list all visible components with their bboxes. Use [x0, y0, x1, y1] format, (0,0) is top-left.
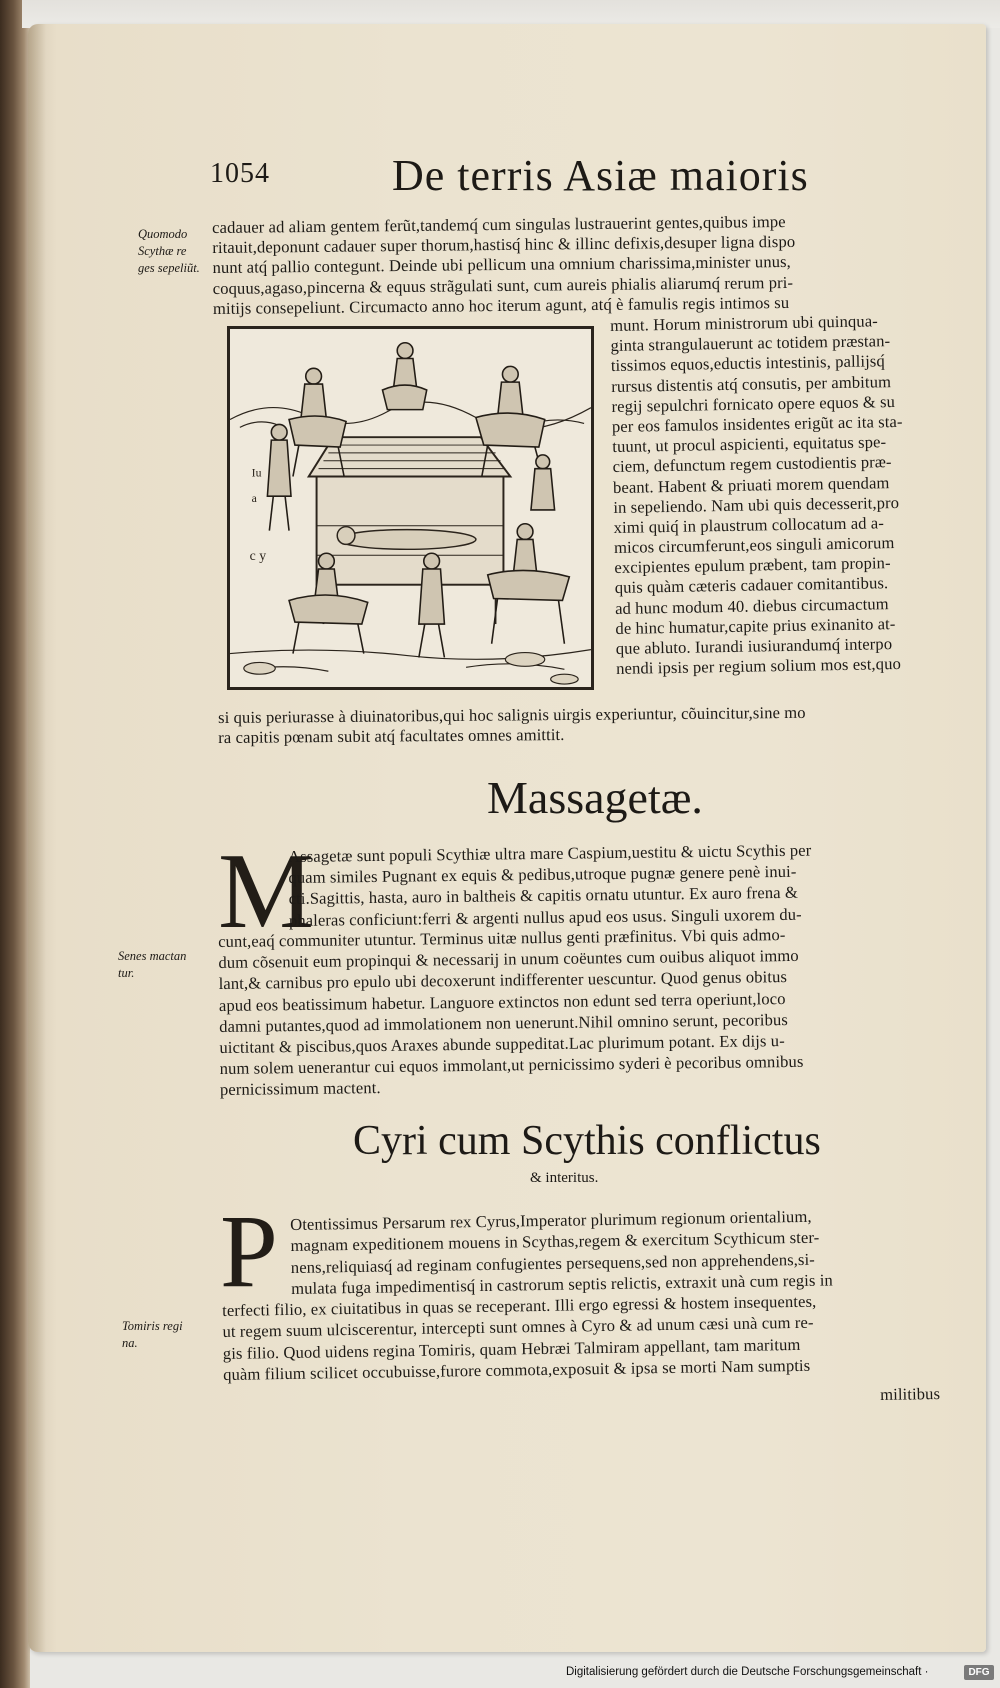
text-line: cti.Sagittis, hasta, auro in baltheis & capitis ornatu utuntur. Ex auro frena &	[288, 883, 799, 909]
text-beside-image	[610, 311, 907, 679]
text-line: Otentissimus Persarum rex Cyrus,Imperator plurimum regionum orientalium,	[290, 1206, 812, 1234]
text-line: nens,reliquiasq́ ad reginam confugientes persequens,sed non apprehendens,si-	[290, 1249, 815, 1277]
text-line: ad hunc modum 40. diebus circumactum	[614, 593, 889, 618]
text-line: ciem, defunctum regem custodientis præ-	[612, 452, 892, 477]
text-line: cadauer ad aliam gentem ferũt,tandemq́ cum singulas lustrauerint gentes,quibus impe	[212, 211, 786, 237]
page-gutter-shadow	[28, 24, 46, 1652]
text-line: pernicissimum mactent.	[219, 1078, 381, 1100]
text-line: mitijs consepeliunt. Circumacto anno hoc iterum agunt, atq́ è famulis regis intimos su	[212, 292, 790, 318]
massagetae-text	[288, 840, 812, 931]
cyri-text-indented	[290, 1205, 833, 1299]
text-line: per eos famulos insidentes erigũt ac ita sta-	[611, 411, 903, 436]
margin-note-scythae	[138, 226, 200, 277]
text-line: dum cõsenuit eum propinqui & necessarij in unum coëuntes cum ouibus aliquot immo	[218, 946, 799, 973]
text-line: ginta strangulauerunt ac totidem præstan-	[610, 331, 891, 356]
text-line: terfecti filio, ex ciuitatibus in quas se receperant. Illi ergo egressi & hostem insequentes,	[222, 1291, 817, 1320]
massagetae-text-full	[218, 924, 804, 1101]
text-line: apud eos beatissimum habetur. Languore extinctos non edunt sed terra operiunt,loco	[218, 988, 786, 1015]
text-line: beant. Habent & priuati morem quendam	[612, 472, 890, 497]
margin-note-tomiris	[122, 1318, 183, 1352]
dfg-logo: DFG	[964, 1665, 994, 1680]
text-line: in sepeliendo. Nam ubi quis decesserit,pro	[613, 492, 900, 517]
margin-note-line: Tomiris regi	[122, 1319, 183, 1333]
section-title-cyri: Cyri cum Scythis conflictus	[353, 1118, 821, 1164]
text-line: quam similes Pugnant ex equis & pedibus,utroque pugnæ genere penè inui-	[288, 861, 797, 888]
text-line: micos circumferunt,eos singuli amicorum	[613, 533, 895, 558]
text-line: Assagetæ sunt populi Scythiæ ultra mare Caspium,uestitu & uictu Scythis per	[288, 840, 812, 866]
drop-cap-m: M	[218, 832, 315, 951]
page-number: 1054	[210, 158, 270, 189]
text-line: mulata fuga impedimentisq́ in castrorum septis relictis, extraxit unà cum regis in	[291, 1270, 833, 1299]
drop-cap-p: P	[220, 1194, 278, 1309]
catchword-text: militibus	[880, 1384, 941, 1404]
text-after-image	[218, 703, 806, 749]
text-line: cunt,eaq́ communiter utuntur. Terminus uitæ nullus genti præfinitus. Vbi quis admo-	[218, 925, 786, 951]
margin-note-line: Quomodo	[138, 227, 188, 241]
text-line: ra capitis pœnam subit atq́ facultates omnes amittit.	[218, 725, 565, 748]
margin-note-line: Scythæ re	[138, 244, 187, 258]
text-line: ximi quiq́ in plaustrum collocatum ad a-	[613, 513, 885, 537]
margin-note-senes	[118, 948, 186, 982]
text-line: magnam expeditionem mouens in Scythas,regem & exercitum Scythicum ster-	[290, 1228, 820, 1256]
text-line: nunt atq́ pallio contegunt. Deinde ubi pellicum una omnium charissima,minister unus,	[212, 252, 791, 278]
svg-text:a: a	[251, 491, 257, 506]
digitization-credit: Digitalisierung gefördert durch die Deutsche Forschungsgemeinschaft ·	[566, 1666, 929, 1678]
text-line: num solem uenerantur cui equos immolant,ut pernicissimo syderi è pecoribus omnibus	[219, 1051, 804, 1079]
section-subtitle-cyri: & interitus.	[530, 1170, 599, 1186]
text-line: ut regem suum ulciscerentur, intercepti sunt omnes à Cyro & ad unum cæsi unà cum re-	[222, 1313, 814, 1342]
text-line: tuunt, ut procul aspicienti, equitatus spe-	[612, 432, 887, 457]
margin-note-line: tur.	[118, 966, 135, 980]
text-line: quis quàm cæteris cadauer comitantibus.	[614, 573, 889, 598]
text-top-full	[212, 212, 796, 319]
text-line: ritauit,deponunt cadauer super thorum,hastisq́ hinc & illinc defixis,desuper ligna dispo	[212, 232, 796, 258]
text-line: excipientes epulum præbent, tam propin-	[614, 553, 891, 578]
text-line: regij sepulchri fornicato opere equos & su	[611, 391, 896, 416]
margin-note-line: Senes mactan	[118, 949, 187, 963]
text-line: quàm filium scilicet occubuisse,furore commota,exposuit & ipsa se morti Nam sumptis	[223, 1355, 811, 1385]
book-spine	[0, 0, 30, 1688]
svg-text:c y: c y	[249, 548, 267, 564]
page-header	[210, 150, 930, 210]
text-line: lant,& carnibus pro epulo ubi decoxerunt indifferenter uescuntur. Quod genus obitus	[218, 967, 788, 994]
text-line: nendi ipsis per regium solium mos est,quo	[615, 654, 902, 679]
section-title-massagetae: Massagetæ.	[487, 772, 703, 823]
catchword	[880, 1384, 940, 1405]
text-line: rursus distentis atq́ consutis, per ambitum	[611, 371, 892, 396]
text-line: gis filio. Quod uidens regina Tomiris, quam Hebræi Talmiram appellant, tam maritum	[222, 1334, 801, 1363]
text-line: de hinc humatur,capite prius exinanito at-	[615, 613, 896, 638]
woodcut-illustration	[227, 326, 594, 690]
text-line: coquus,agaso,pincerna & equus strãgulati sunt, cum aureis phialis aliarumq́ rerum pri-	[212, 272, 794, 298]
text-line: si quis periurasse à diuinatoribus,qui hoc salignis uirgis experiuntur, cõuincitur,sine mo	[218, 702, 806, 727]
text-line: damni putantes,quod ad immolationem non uenerunt.Nihil omnino serunt, pecoribus	[219, 1009, 789, 1036]
text-line: uictitant & piscibus,quos Araxes abunde suppeditat.Lac plurimum potant. Ex dijs u-	[219, 1031, 785, 1057]
text-line: munt. Horum ministrorum ubi quinqua-	[610, 311, 878, 335]
running-title: De terris Asiæ maioris	[392, 151, 809, 200]
text-line: que abluto. Iurandi iusiurandumq́ interpo	[615, 634, 893, 658]
cyri-text-full	[222, 1291, 817, 1386]
text-line: phaleras conficiunt:ferri & argenti nullus apud eos usus. Singuli uxorem du-	[288, 904, 802, 930]
svg-text:Iu: Iu	[251, 465, 262, 480]
text-line: tissimos equos,eductis intestinis, pallijsq́	[610, 351, 885, 376]
margin-note-line: na.	[122, 1336, 138, 1350]
margin-note-line: ges sepeliũt.	[138, 261, 200, 275]
